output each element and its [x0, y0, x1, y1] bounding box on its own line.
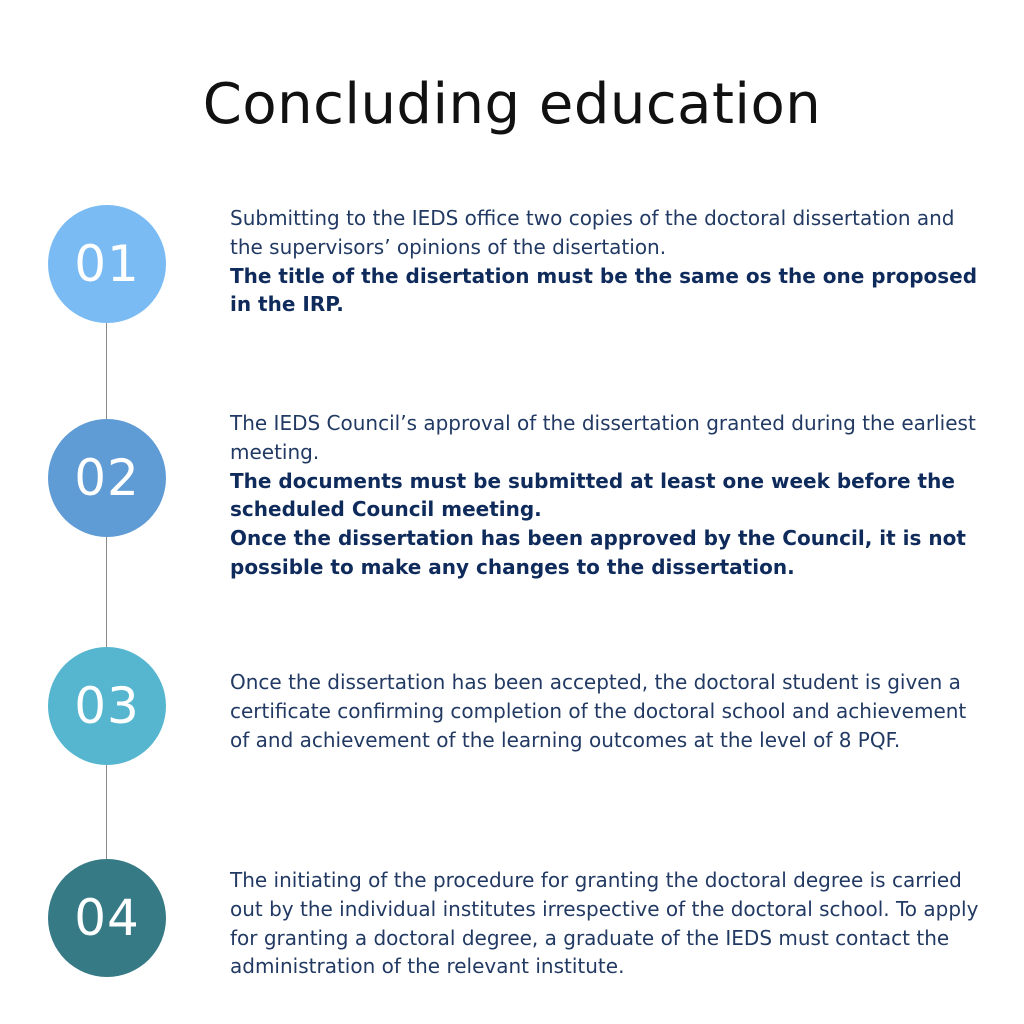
step-1-bold-note-1: The title of the disertation must be the same os the one proposed in the IRP.: [230, 263, 978, 317]
step-4-circle: [48, 859, 166, 977]
step-1-text: Submitting to the IEDS office two copies of the doctoral dissertation and the supervisors’ opinions of the disertation.: [230, 206, 955, 259]
step-1-description: [230, 204, 990, 319]
step-4-number: 04: [74, 889, 140, 947]
step-2-circle: [48, 419, 166, 537]
step-2-text: The IEDS Council’s approval of the dissertation granted during the earliest meeting.: [230, 411, 976, 464]
step-2-description: [230, 409, 990, 582]
step-4-text: The initiating of the procedure for granting the doctoral degree is carried out by the individual institutes irrespective of the doctoral school. To apply for granting a doctoral degree, a graduate of the IEDS must contact the administration of the relevant institute.: [230, 868, 979, 979]
step-2-bold-note-1: The documents must be submitted at least one week before the scheduled Council meeting.: [230, 468, 955, 522]
step-1-circle: [48, 205, 166, 323]
connector-line-3: [106, 765, 107, 859]
step-3-description: [230, 668, 990, 754]
step-2-number: 02: [74, 449, 140, 507]
connector-line-1: [106, 322, 107, 420]
step-4-description: [230, 866, 990, 981]
step-1-number: 01: [74, 235, 140, 293]
connector-line-2: [106, 536, 107, 648]
step-3-number: 03: [74, 677, 140, 735]
page-title: Concluding education: [202, 72, 822, 137]
step-3-circle: [48, 647, 166, 765]
step-3-text: Once the dissertation has been accepted, the doctoral student is given a certificate confirming completion of the doctoral school and achievement of and achievement of the learning outcomes at the level of 8 PQF.: [230, 670, 967, 752]
step-2-bold-note-2: Once the dissertation has been approved by the Council, it is not possible to make any changes to the dissertation.: [230, 526, 966, 579]
